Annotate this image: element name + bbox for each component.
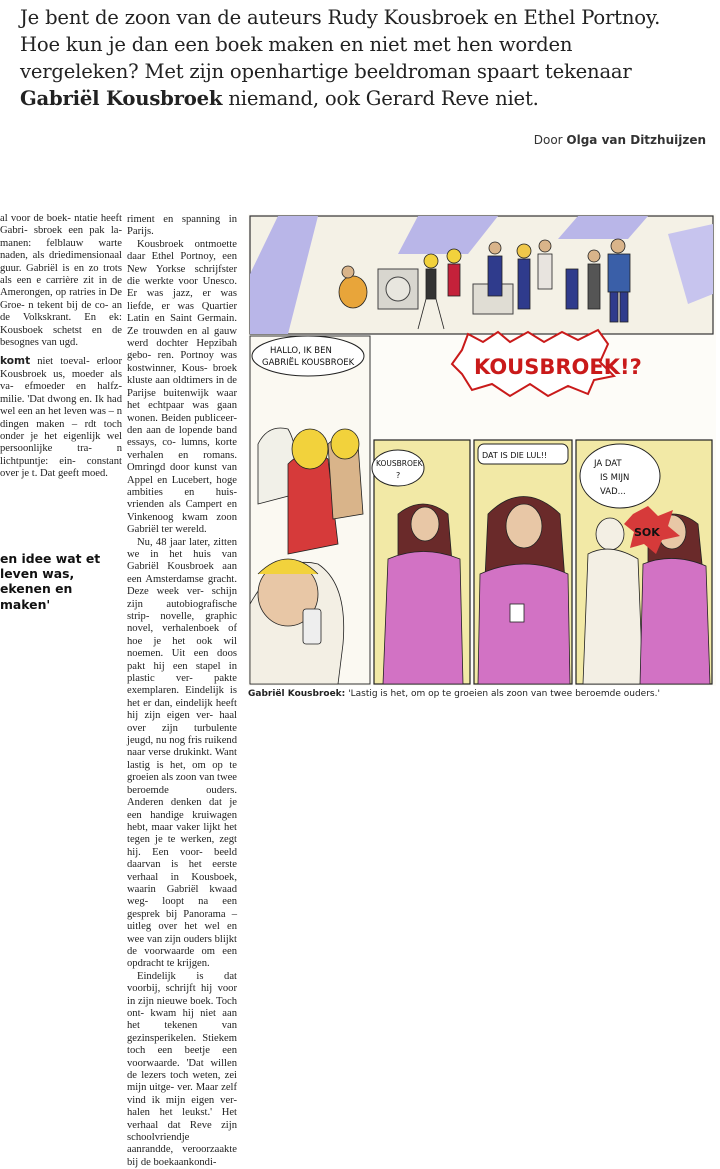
column-2-paragraph-2: Kousbroek ontmoette daar Ethel Portnoy, een New Yorkse schrijfster die werkte voor Unesco. Er was jazz, er was liefde, er was Quartier Latin en Saint Germain. Ze trouwden en al gauw werd dochter Hepzibah gebo- ren. Portnoy was kostwinner, Kous- broek kluste aan oldtimers in de Parijse buitenwijk waar het echtpaar was gaan wonen. Beiden publiceer- den aan de lopende band essays, co- lumns, korte verhalen en romans. Omringd door kunst van Appel en Lucebert, hoge ambities en huis- vrienden als Campert en Vinkenoog kwam zoon Gabriël ter wereld. [127,238,237,536]
bubble-vad-line-3: VAD... [600,487,626,497]
article-column-1 [0,213,122,511]
comic-illustration [248,214,716,686]
intro-text [20,4,710,112]
intro-line-4-rest: niemand, ook Gerard Reve niet. [222,87,539,110]
bubble-hallo-line-1: HALLO, IK BEN [270,346,332,356]
comic-drawing [248,214,716,686]
byline [534,133,706,147]
pull-quote: en idee wat et leven was, ekenen en maken' [0,551,101,612]
sfx-text: SOK [634,526,660,539]
intro-line-2: Hoe kun je dan een boek maken en niet met hen worden [20,33,573,56]
intro-line-1: Je bent de zoon van de auteurs Rudy Kousbroek en Ethel Portnoy. [20,6,661,29]
comic-panel-1 [372,440,470,684]
byline-prefix: Door [533,133,567,147]
intro-line-4 [20,85,710,112]
intro-artist-name: Gabriël Kousbroek [20,87,223,110]
byline-author: Olga van Ditzhuijzen [566,133,706,147]
column-2-paragraph-4: Eindelijk is dat voorbij, schrijft hij voor in zijn nieuwe boek. Toch ont- kwam hij niet aan het tekenen van gezinsperikelen. Stiekem toch een beetje een voorwaarde. 'Dat willen de lezers toch weten, zei mijn uitge- ver. Maar zelf vind ik mijn eigen ver- halen het leukst.' Het verhaal dat Reve zijn schoolvriendje aanrandde, veroorzaakte bij de boekaankondi- [127,970,237,1168]
caption-name: Gabriël Kousbroek: [248,689,346,699]
comic-bottom-left-scene [250,336,370,684]
image-caption [248,689,718,699]
caption-text: 'Lastig is het, om op te groeien als zoon van twee beroemde ouders.' [345,689,660,699]
comic-banner [452,330,642,396]
comic-top-panel [250,216,713,334]
bubble-lul-text: DAT IS DIE LUL!! [482,451,548,460]
column-1-paragraph-2-text: niet toeval- erloor Kousbroek us, moeder als va- efmoeder en halfz- milie. 'Dat dwong en. Ik had wel een an het leven was – n dingen maken – rdt toch onder je het eigenlijk wel persoonlijke tra- n lichtpuntje: ein- constant over je t. Dat geeft moed. [0,356,122,480]
bubble-kousbroek-line-1: KOUSBROEK [376,459,423,468]
column-2-paragraph-3: Nu, 48 jaar later, zitten we in het huis van Gabriël Kousbroek aan een Amsterdamse gracht. Deze week ver- schijn zijn autobiografische strip- novelle, graphic novel, verhalenboek of hoe je het ook wil noemen. Uit een doos pakt hij een stapel in plastic ver- pakte exemplaren. Eindelijk is het er dan, eindelijk heeft hij zijn eigen ver- haal over zijn turbulente jeugd, nu nog fris ruikend naar verse drukinkt. Want lastig is het, om op te groeien als zoon van twee beroemde ouders. Anderen denken dat je een handige kruiwagen hebt, maar vaker lijkt het tegen je te werken, zegt hij. Een voor- beeld daarvan is het eerste verhaal in Kousboek, waarin Gabriël kwaad weg- loopt na een gesprek bij Panorama – uitleg over het wel en wee van zijn ouders blijkt de voorwaarde om een opdracht te krijgen. [127,536,238,970]
article-column-2 [127,214,238,1168]
column-1-paragraph-2 [0,355,122,480]
bubble-hallo-line-2: GABRIËL KOUSBROEK [262,358,355,368]
column-2-paragraph-1: riment en spanning in Parijs. [127,214,237,238]
bubble-kousbroek-line-2: ? [396,471,401,480]
bubble-vad-line-1: JA DAT [594,459,622,469]
comic-panel-2 [474,440,572,684]
comic-panel-3 [576,440,712,684]
column-1-lead-word: komt [0,355,31,368]
intro-line-3: vergeleken? Met zijn openhartige beeldroman spaart tekenaar [20,60,632,83]
bubble-vad-line-2: IS MIJN [600,473,630,483]
column-1-paragraph-1: al voor de boek- ntatie heeft Gabri- sbroek een pak la- manen: felblauw warte naden, als driedimensionaal guur. Gabriël is en zo trots als een e carrière zit in de Amerongen, op ratries in De Groe- n tekent bij de co- an de Volkskrant. En ek: Kousboek schetst en de besognes van ugd. [0,213,122,349]
banner-text: KOUSBROEK!? [474,355,642,379]
